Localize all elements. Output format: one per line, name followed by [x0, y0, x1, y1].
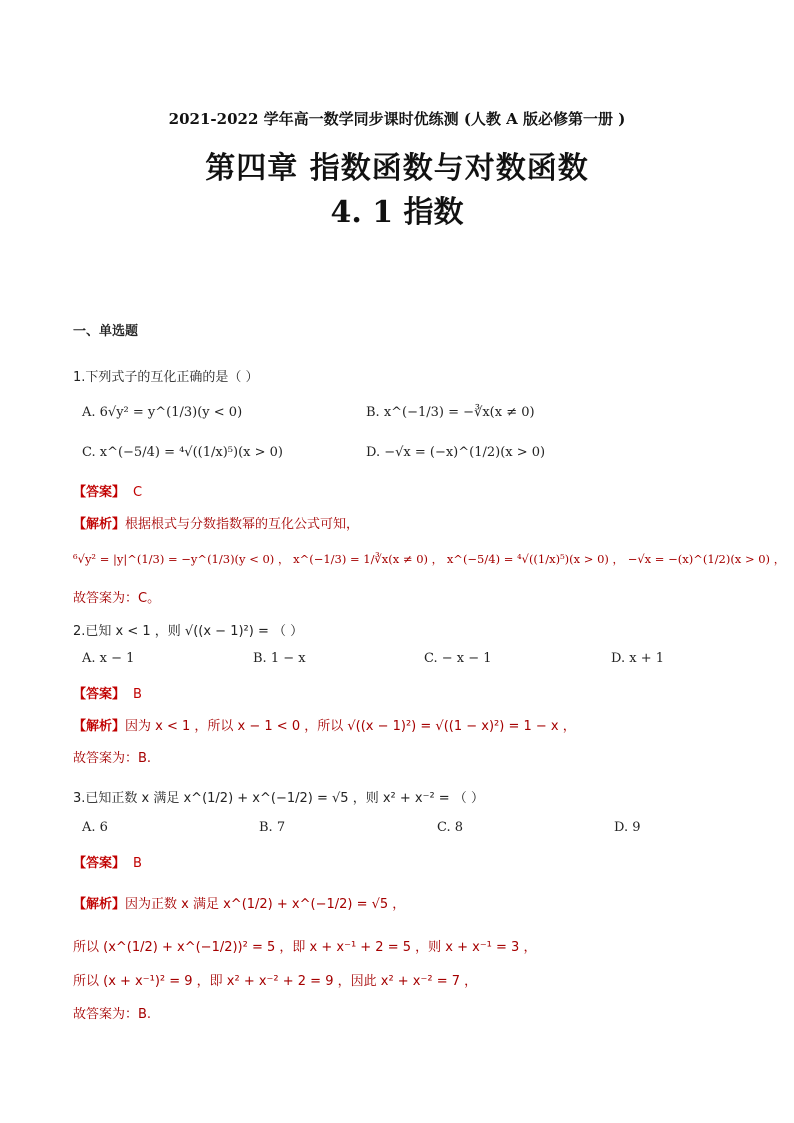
- q3-answer-value: B: [133, 856, 142, 871]
- q3-option-d: D. 9: [614, 820, 641, 835]
- q2-option-c: C. − x − 1: [424, 651, 492, 666]
- section-heading: 一、单选题: [73, 324, 139, 339]
- q3-answer-row: [73, 852, 142, 871]
- q3-step-2: 所以 (x + x⁻¹)² = 9 ，即 x² + x⁻² + 2 = 9 ，因此 x² + x⁻² = 7 ，: [73, 974, 478, 989]
- q3-step-1: 所以 (x^(1/2) + x^(−1/2))² = 5 ，即 x + x⁻¹ + 2 = 5 ，则 x + x⁻¹ = 3 ，: [73, 940, 537, 955]
- q1-conclusion: 故答案为：C。: [73, 591, 161, 606]
- q3-conclusion: 故答案为：B.: [73, 1007, 152, 1022]
- q1-analysis-row: [73, 513, 359, 532]
- q1-analysis-label: 【解析】: [73, 517, 126, 532]
- q2-analysis-label: 【解析】: [73, 719, 126, 734]
- q2-stem: 2.已知 x < 1 ，则 √((x − 1)²) = （ ）: [73, 624, 304, 639]
- q2-analysis-text: 因为 x < 1 ，所以 x − 1 < 0 ，所以 √((x − 1)²) = √((1 − x)²) = 1 − x ，: [125, 719, 576, 734]
- chapter-title: 第四章 指数函数与对数函数: [205, 151, 589, 186]
- q2-option-a: A. x − 1: [82, 651, 135, 666]
- q2-option-b: B. 1 − x: [253, 651, 306, 666]
- q2-answer-label: 【答案】: [73, 687, 126, 702]
- doc-subtitle: 2021-2022 学年高一数学同步课时优练测 (人教 A 版必修第一册 ): [168, 110, 626, 128]
- section-number-title: 4. 1 指数: [330, 195, 464, 230]
- q1-answer-label: 【答案】: [73, 485, 126, 500]
- q1-option-b: B. x^(−1/3) = −∛x(x ≠ 0): [366, 405, 535, 420]
- q2-option-d: D. x + 1: [611, 651, 664, 666]
- q3-option-c: C. 8: [437, 820, 464, 835]
- q3-analysis-label: 【解析】: [73, 897, 126, 912]
- q1-option-a: A. 6√y² = y^(1/3)(y < 0): [82, 405, 243, 420]
- q1-formula-line: ⁶√y² = |y|^(1/3) = −y^(1/3)(y < 0) ， x^(−1/3) = 1/∛x(x ≠ 0) ， x^(−5/4) = ⁴√((1/x)⁵)(x > 0) ， −√x = −(x)^(1/2)(x > 0) ，: [73, 552, 786, 566]
- q3-option-a: A. 6: [82, 820, 108, 835]
- q1-option-c: C. x^(−5/4) = ⁴√((1/x)⁵)(x > 0): [82, 445, 283, 460]
- q3-option-b: B. 7: [259, 820, 286, 835]
- q1-stem: 1.下列式子的互化正确的是（ ）: [73, 370, 259, 385]
- q3-stem: 3.已知正数 x 满足 x^(1/2) + x^(−1/2) = √5 ，则 x² + x⁻² = （ ）: [73, 791, 484, 806]
- q1-answer-value: C: [133, 485, 143, 500]
- q3-analysis-text: 因为正数 x 满足 x^(1/2) + x^(−1/2) = √5 ，: [125, 897, 406, 912]
- q3-answer-label: 【答案】: [73, 856, 126, 871]
- q1-analysis-text: 根据根式与分数指数幂的互化公式可知，: [125, 517, 360, 532]
- q2-answer-row: [73, 683, 142, 702]
- q3-analysis-row: [73, 893, 405, 912]
- q1-answer-row: [73, 481, 142, 500]
- q2-answer-value: B: [133, 687, 142, 702]
- q1-option-d: D. −√x = (−x)^(1/2)(x > 0): [366, 445, 546, 460]
- q2-conclusion: 故答案为：B.: [73, 751, 152, 766]
- q2-analysis-row: [73, 715, 576, 734]
